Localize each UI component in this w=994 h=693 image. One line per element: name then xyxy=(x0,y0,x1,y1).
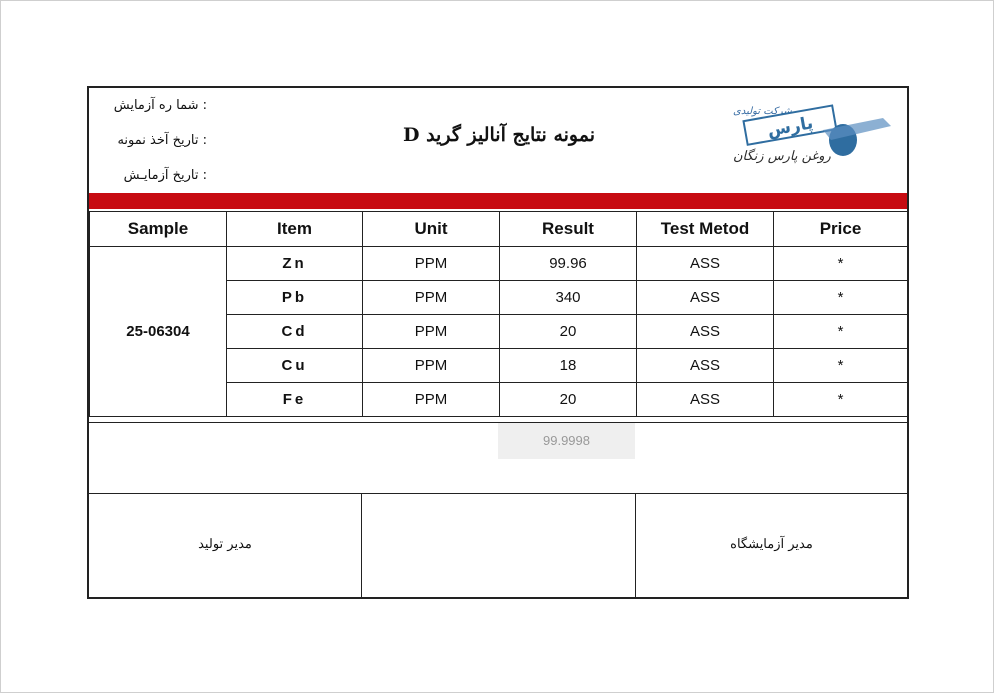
signature-section xyxy=(89,494,907,597)
item-cell: Fe xyxy=(227,383,363,417)
method-cell: ASS xyxy=(637,349,774,383)
header-test-method: Test Metod xyxy=(637,212,774,247)
test-number-label: : شما ره آزمایش xyxy=(113,98,207,113)
logo-brand-text: پارس xyxy=(765,113,815,141)
unit-cell: PPM xyxy=(363,315,500,349)
logo-name-text: روغن پارس زنگان xyxy=(733,149,831,164)
item-cell: Zn xyxy=(227,247,363,281)
production-manager-cell xyxy=(89,494,362,597)
method-cell: ASS xyxy=(637,281,774,315)
header-item: Item xyxy=(227,212,363,247)
results-table xyxy=(89,211,908,417)
price-cell: * xyxy=(774,315,908,349)
table-row xyxy=(90,247,908,281)
header-sample: Sample xyxy=(90,212,227,247)
result-cell: 20 xyxy=(500,383,637,417)
accent-bar xyxy=(89,193,907,209)
unit-cell: PPM xyxy=(363,383,500,417)
result-cell: 18 xyxy=(500,349,637,383)
table-header-row xyxy=(90,212,908,247)
price-cell: * xyxy=(774,281,908,315)
item-cell: Pb xyxy=(227,281,363,315)
header-result: Result xyxy=(500,212,637,247)
result-cell: 99.96 xyxy=(500,247,637,281)
item-cell: Cd xyxy=(227,315,363,349)
report-header xyxy=(89,88,907,191)
analysis-report xyxy=(87,86,909,599)
report-meta xyxy=(97,96,207,201)
method-cell: ASS xyxy=(637,247,774,281)
production-manager-label: مدیر تولید xyxy=(198,537,252,552)
price-cell: * xyxy=(774,349,908,383)
report-title: نمونه نتایج آنالیز گرید D xyxy=(402,124,596,146)
result-cell: 340 xyxy=(500,281,637,315)
lab-manager-cell xyxy=(636,494,907,597)
company-logo xyxy=(673,100,898,172)
price-cell: * xyxy=(774,247,908,281)
result-cell: 20 xyxy=(500,315,637,349)
logo-company-text: شرکت تولیدی xyxy=(733,106,792,117)
signature-blank-cell xyxy=(362,494,636,597)
lab-manager-label: مدیر آزمایشگاه xyxy=(730,537,813,552)
item-cell: Cu xyxy=(227,349,363,383)
header-unit: Unit xyxy=(363,212,500,247)
summary-area xyxy=(89,422,907,494)
header-price: Price xyxy=(774,212,908,247)
result-total: 99.9998 xyxy=(498,423,635,459)
method-cell: ASS xyxy=(637,315,774,349)
unit-cell: PPM xyxy=(363,281,500,315)
sample-id: 25-06304 xyxy=(90,247,227,417)
sampling-date-label: : تاریخ آخذ نمونه xyxy=(117,133,207,148)
price-cell: * xyxy=(774,383,908,417)
test-date-label: : تاریخ آزمایـش xyxy=(123,168,207,183)
unit-cell: PPM xyxy=(363,349,500,383)
method-cell: ASS xyxy=(637,383,774,417)
unit-cell: PPM xyxy=(363,247,500,281)
